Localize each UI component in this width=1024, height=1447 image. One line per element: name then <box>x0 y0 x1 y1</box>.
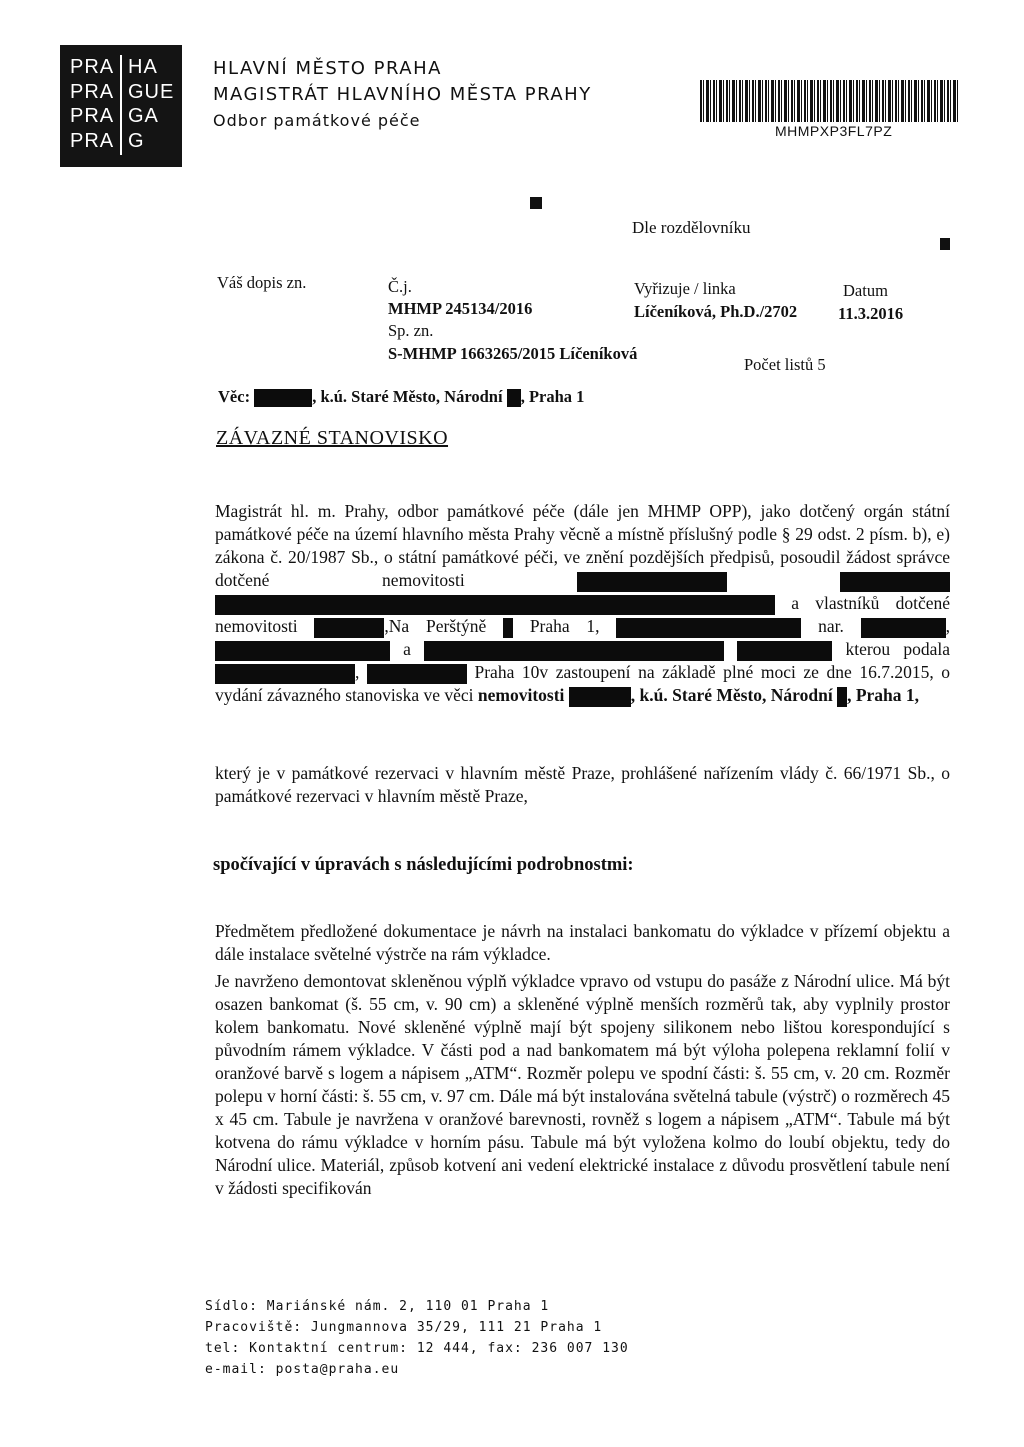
redaction <box>215 641 390 661</box>
section-heading: spočívající v úpravách s následujícími podrobnostmi: <box>213 855 634 875</box>
page-count: Počet listů 5 <box>744 355 826 374</box>
footer-email: e-mail: posta@praha.eu <box>205 1362 400 1377</box>
redaction <box>254 389 312 407</box>
logo-right-column <box>128 55 174 153</box>
paragraph-application: Magistrát hl. m. Prahy, odbor památkové péče (dále jen MHMP OPP), jako dotčený orgán státní památkové péče na území hlavního města Prahy věcně a místně příslušný podle § 29 odst. 2 písm. b), e) zákona č. 20/1987 Sb., o státní památkové péči, ve znění pozdějších předpisů, posoudil žádost správce dotčené nemovitosti a vlastníků dotčené nemovitosti ,Na Perštýně Praha 1, nar. , a kterou podala , Praha 10v zastoupení na základě plné moci ze dne 16.7.2015, o vydání závazného stanoviska ve věci nemovitosti , k.ú. Staré Město, Národní , Praha 1, <box>215 501 951 705</box>
paragraph-text: , Praha 1, <box>847 685 920 705</box>
logo-text: PRA <box>70 56 115 78</box>
paragraph-reservation: který je v památkové rezervaci v hlavním městě Praze, prohlášené nařízením vlády č. 66/1971 Sb., o památkové rezervaci v hlavním městě Praze, <box>215 763 950 806</box>
paragraph-text: kterou podala <box>845 639 950 659</box>
paragraph-text: a <box>791 593 799 613</box>
redaction <box>215 595 775 615</box>
redaction <box>577 572 727 592</box>
redaction <box>314 618 384 638</box>
logo-text: GUE <box>128 80 175 103</box>
subject-label: Věc: <box>218 387 251 406</box>
paragraph-text: ,Na Perštýně <box>384 616 487 636</box>
redaction <box>215 664 355 684</box>
handled-by-label: Vyřizuje / linka <box>634 279 736 298</box>
footer <box>205 1296 629 1380</box>
logo-text: PRA <box>70 80 115 103</box>
logo-text: G <box>128 129 145 152</box>
paragraph-text: Praha 10v zastoupení na základě plné moci ze dne 16.7.2015, o vydání závazného stanoviska ve věci <box>215 662 951 705</box>
ref-number: MHMP 245134/2016 <box>388 299 533 318</box>
redaction <box>503 618 513 638</box>
redaction <box>367 664 467 684</box>
file-mark: S-MHMP 1663265/2015 Líčeníková <box>388 344 638 363</box>
redaction <box>569 687 631 707</box>
redaction <box>861 618 946 638</box>
paragraph-text: vlastníků dotčené nemovitosti <box>215 593 951 636</box>
redaction <box>507 389 521 407</box>
logo-text: GA <box>128 105 159 127</box>
redaction <box>737 641 832 661</box>
subject-text: , k.ú. Staré Město, Národní <box>312 387 503 406</box>
subject-text: , Praha 1 <box>520 387 585 406</box>
city-logo <box>60 45 182 167</box>
ref-number-label: Č.j. <box>388 277 412 296</box>
paragraph-text: nar. <box>818 616 844 636</box>
fold-mark <box>530 197 542 209</box>
fold-mark <box>940 238 950 250</box>
redaction <box>840 572 950 592</box>
letterhead-city: HLAVNÍ MĚSTO PRAHA <box>213 58 442 79</box>
paragraph-text: Praha 1, <box>529 616 600 636</box>
footer-phone: tel: Kontaktní centrum: 12 444, fax: 236 007 130 <box>205 1341 629 1356</box>
date-label: Datum <box>843 281 888 300</box>
letterhead-department: Odbor památkové péče <box>213 111 421 130</box>
handled-by: Líčeníková, Ph.D./2702 <box>634 302 798 321</box>
paragraph-subject: Předmětem předložené dokumentace je návrh na instalaci bankomatu do výkladce v přízemí objektu a dále instalace světelné výstrče na rám výkladce. <box>215 921 950 964</box>
logo-text: PRA <box>70 129 115 152</box>
paragraph-text: a <box>403 639 411 659</box>
logo-text: PRA <box>70 105 115 127</box>
redaction <box>837 687 847 707</box>
letterhead <box>213 56 592 134</box>
document-title: ZÁVAZNÉ STANOVISKO <box>216 427 449 449</box>
paragraph-text: , k.ú. Staré Město, Národní <box>630 685 833 705</box>
paragraph-text: Magistrát hl. m. Prahy, odbor památkové péče (dále jen MHMP OPP), jako dotčený orgán státní památkové péče na území hlavního města Prahy věcně a místně příslušný podle § 29 odst. 2 písm. b), e) zákona č. 20/1987 Sb., o státní památkové péči, ve znění pozdějších předpisů, posoudil žádost správce dotčené nemovitosti <box>215 501 950 590</box>
subject-line <box>218 386 584 408</box>
redaction <box>616 618 801 638</box>
paragraph-details: Je navrženo demontovat skleněnou výplň výkladce vpravo od vstupu do pasáže z Národní ulice. Má být osazen bankomat (š. 55 cm, v. 90 cm) a skleněné výplně menších rozměrů tak, aby vyplnily prostor kolem bankomatu. Nové skleněné výplně mají být spojeny silikonem nebo lištou korespondující s původním rámem výkladce. V části pod a nad bankomatem má být výloha polepena reklamní folií v oranžové barvě s logem a nápisem „ATM“. Rozměr polepu ve spodní části: š. 55 cm, v. 20 cm. Rozměr polepu v horní části: š. 55 cm, v. 97 cm. Dále má být instalována světelná tabule (výstrč) o rozměrech 45 x 45 cm. Tabule je navržena v oranžové barevnosti, rovněž s logem a nápisem „ATM“. Tabule má být kotvena do rámu výkladce v horním pásu. Tabule má být vyložena kolmo do loubí objektu, tedy do Národní ulice. Materiál, způsob kotvení ani vedení elektrické instalace z důvodu prosvětlení tabule není v žádosti specifikován <box>215 971 950 1198</box>
footer-workplace: Pracoviště: Jungmannova 35/29, 111 21 Praha 1 <box>205 1320 603 1335</box>
redaction <box>424 641 724 661</box>
barcode-label: MHMPXP3FL7PZ <box>775 123 893 139</box>
barcode <box>700 80 960 122</box>
recipient: Dle rozdělovníku <box>632 218 751 237</box>
file-mark-label: Sp. zn. <box>388 321 434 340</box>
logo-divider <box>120 55 122 155</box>
letterhead-office: MAGISTRÁT HLAVNÍHO MĚSTA PRAHY <box>213 84 592 105</box>
paragraph-text: nemovitosti <box>477 685 565 705</box>
logo-left-column <box>70 55 114 153</box>
date: 11.3.2016 <box>838 304 904 323</box>
your-letter-label: Váš dopis zn. <box>217 273 307 292</box>
footer-address: Sídlo: Mariánské nám. 2, 110 01 Praha 1 <box>205 1299 550 1314</box>
logo-text: HA <box>128 56 158 78</box>
